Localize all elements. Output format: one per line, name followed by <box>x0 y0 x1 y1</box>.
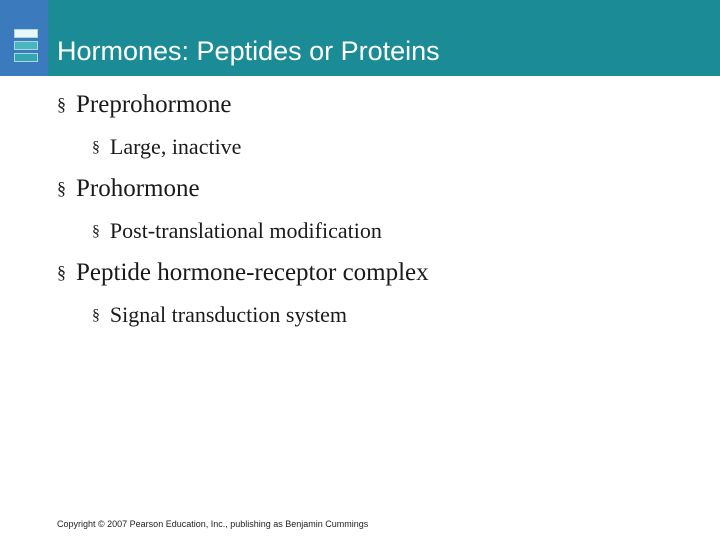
slide-title: Hormones: Peptides or Proteins <box>57 36 440 66</box>
bullet-item <box>57 91 232 119</box>
bullet-text: Preprohormone <box>76 91 232 118</box>
bullet-item <box>57 175 200 203</box>
bullet-icon: § <box>92 139 100 156</box>
bullet-icon: § <box>57 262 66 282</box>
sub-bullet-text: Post-translational modification <box>109 218 382 243</box>
sub-bullet-item <box>92 218 382 244</box>
bullet-item <box>57 259 429 287</box>
bullet-text: Prohormone <box>76 175 200 202</box>
copyright-footer: Copyright © 2007 Pearson Education, Inc., publishing as Benjamin Cummings <box>57 519 369 529</box>
sub-bullet-text: Signal transduction system <box>109 302 348 327</box>
bullet-icon: § <box>92 223 100 240</box>
bullet-icon: § <box>57 178 66 198</box>
sub-bullet-item <box>92 134 241 160</box>
sub-bullet-item <box>92 302 347 328</box>
sub-bullet-text: Large, inactive <box>109 134 242 159</box>
bullet-icon: § <box>92 307 100 324</box>
bullet-icon: § <box>57 94 66 114</box>
bullet-text: Peptide hormone-receptor complex <box>76 259 429 286</box>
